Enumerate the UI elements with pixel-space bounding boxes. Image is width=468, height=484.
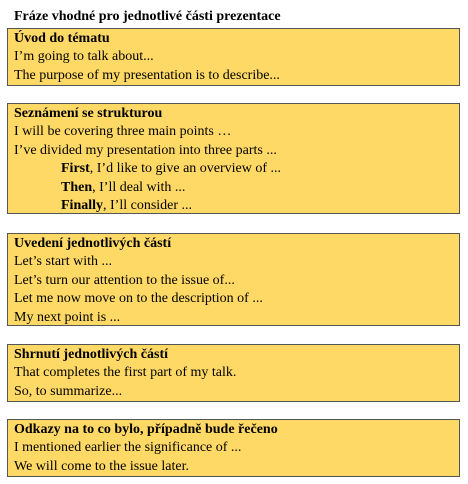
phrase-line: Let’s start with ... [14,254,112,269]
section-heading: Seznámení se strukturou [14,106,163,121]
phrase-rest: , I’d like to give an overview of ... [89,161,282,176]
section-references [7,419,460,477]
section-summary [7,344,460,402]
page-title: Fráze vhodné pro jednotlivé části prezentace [14,9,281,24]
phrase-keyword: Finally [61,198,104,213]
phrase-line: We will come to the issue later. [14,458,189,474]
phrase-rest: , I’ll deal with ... [92,179,186,195]
phrase-line: I will be covering three main points … [14,124,232,139]
phrase-line: I’m going to talk about... [14,49,154,64]
phrase-line: So, to summarize... [14,383,123,399]
phrase-line: The purpose of my presentation is to describe... [14,67,280,83]
section-heading: Shrnutí jednotlivých částí [14,347,169,362]
phrase-line: Let me now move on to the description of ... [14,291,263,306]
phrase-line: I’ve divided my presentation into three parts ... [14,142,277,158]
phrase-line: Let’s turn our attention to the issue of... [14,272,235,288]
phrase-sub-line [14,197,459,216]
phrase-sub-line [14,160,459,179]
phrase-line: That completes the first part of my talk. [14,365,237,380]
section-heading: Úvod do tématu [14,31,110,46]
section-heading: Odkazy na to co bylo, případně bude řečeno [14,422,278,437]
phrase-rest: , I’ll consider ... [103,198,193,213]
section-structure [7,103,460,214]
phrase-keyword: First [61,161,90,176]
phrase-line: I mentioned earlier the significance of ... [14,440,242,455]
phrase-line: My next point is ... [14,309,121,325]
phrase-keyword: Then [61,179,93,195]
section-heading: Uvedení jednotlivých částí [14,236,172,251]
phrase-sub-line [14,179,459,198]
section-parts-intro [7,233,460,326]
section-intro [7,28,460,86]
